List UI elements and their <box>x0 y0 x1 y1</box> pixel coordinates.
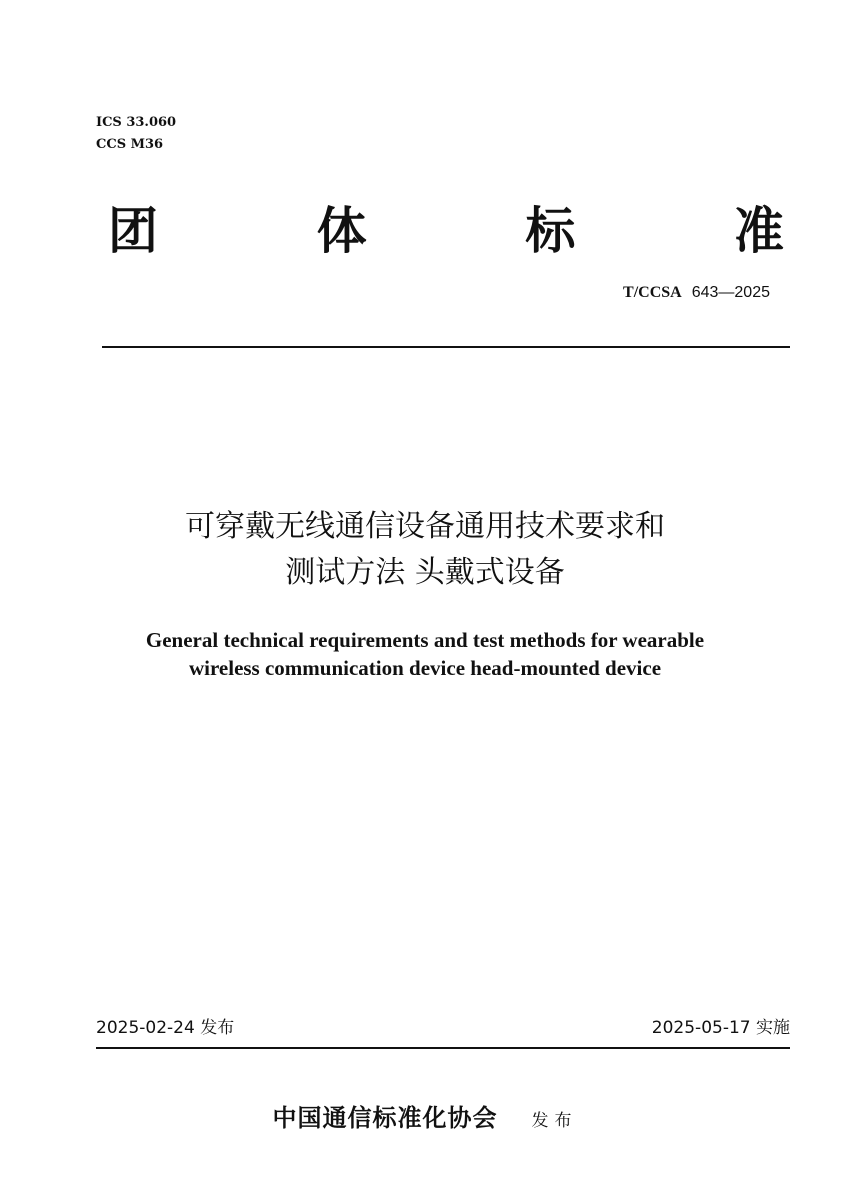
doc-type-char-4: 准 <box>733 202 784 260</box>
implement-date: 2025-05-17 实施 <box>651 1018 790 1038</box>
chinese-title-line-1: 可穿戴无线通信设备通用技术要求和 <box>185 509 665 544</box>
english-title-line-1: General technical requirements and test methods for wearable <box>145 628 705 652</box>
header-divider <box>102 346 790 348</box>
publisher-suffix: 发布 <box>531 1111 578 1131</box>
publisher-name: 中国通信标准化协会 <box>272 1103 498 1132</box>
english-title <box>0 626 850 682</box>
ccs-code: CCS M36 <box>96 137 164 152</box>
chinese-title-line-2: 测试方法 头戴式设备 <box>285 555 565 590</box>
publish-date: 2025-02-24 发布 <box>96 1018 235 1038</box>
doc-type-char-3: 标 <box>525 202 576 260</box>
english-title-line-2: wireless communication device head-mounted device <box>188 656 662 680</box>
doc-type-char-1: 团 <box>108 202 158 260</box>
document-type-heading <box>108 196 784 266</box>
publisher <box>0 1098 850 1133</box>
ics-code: ICS 33.060 <box>96 115 177 130</box>
doc-type-char-2: 体 <box>316 202 367 260</box>
chinese-title <box>0 504 850 596</box>
classification-codes <box>96 112 176 156</box>
standard-code: 643—2025 <box>691 284 770 301</box>
dates-row <box>96 1016 790 1040</box>
footer-divider <box>96 1047 790 1049</box>
standard-number <box>623 282 770 302</box>
standard-prefix: T/CCSA <box>623 284 682 301</box>
